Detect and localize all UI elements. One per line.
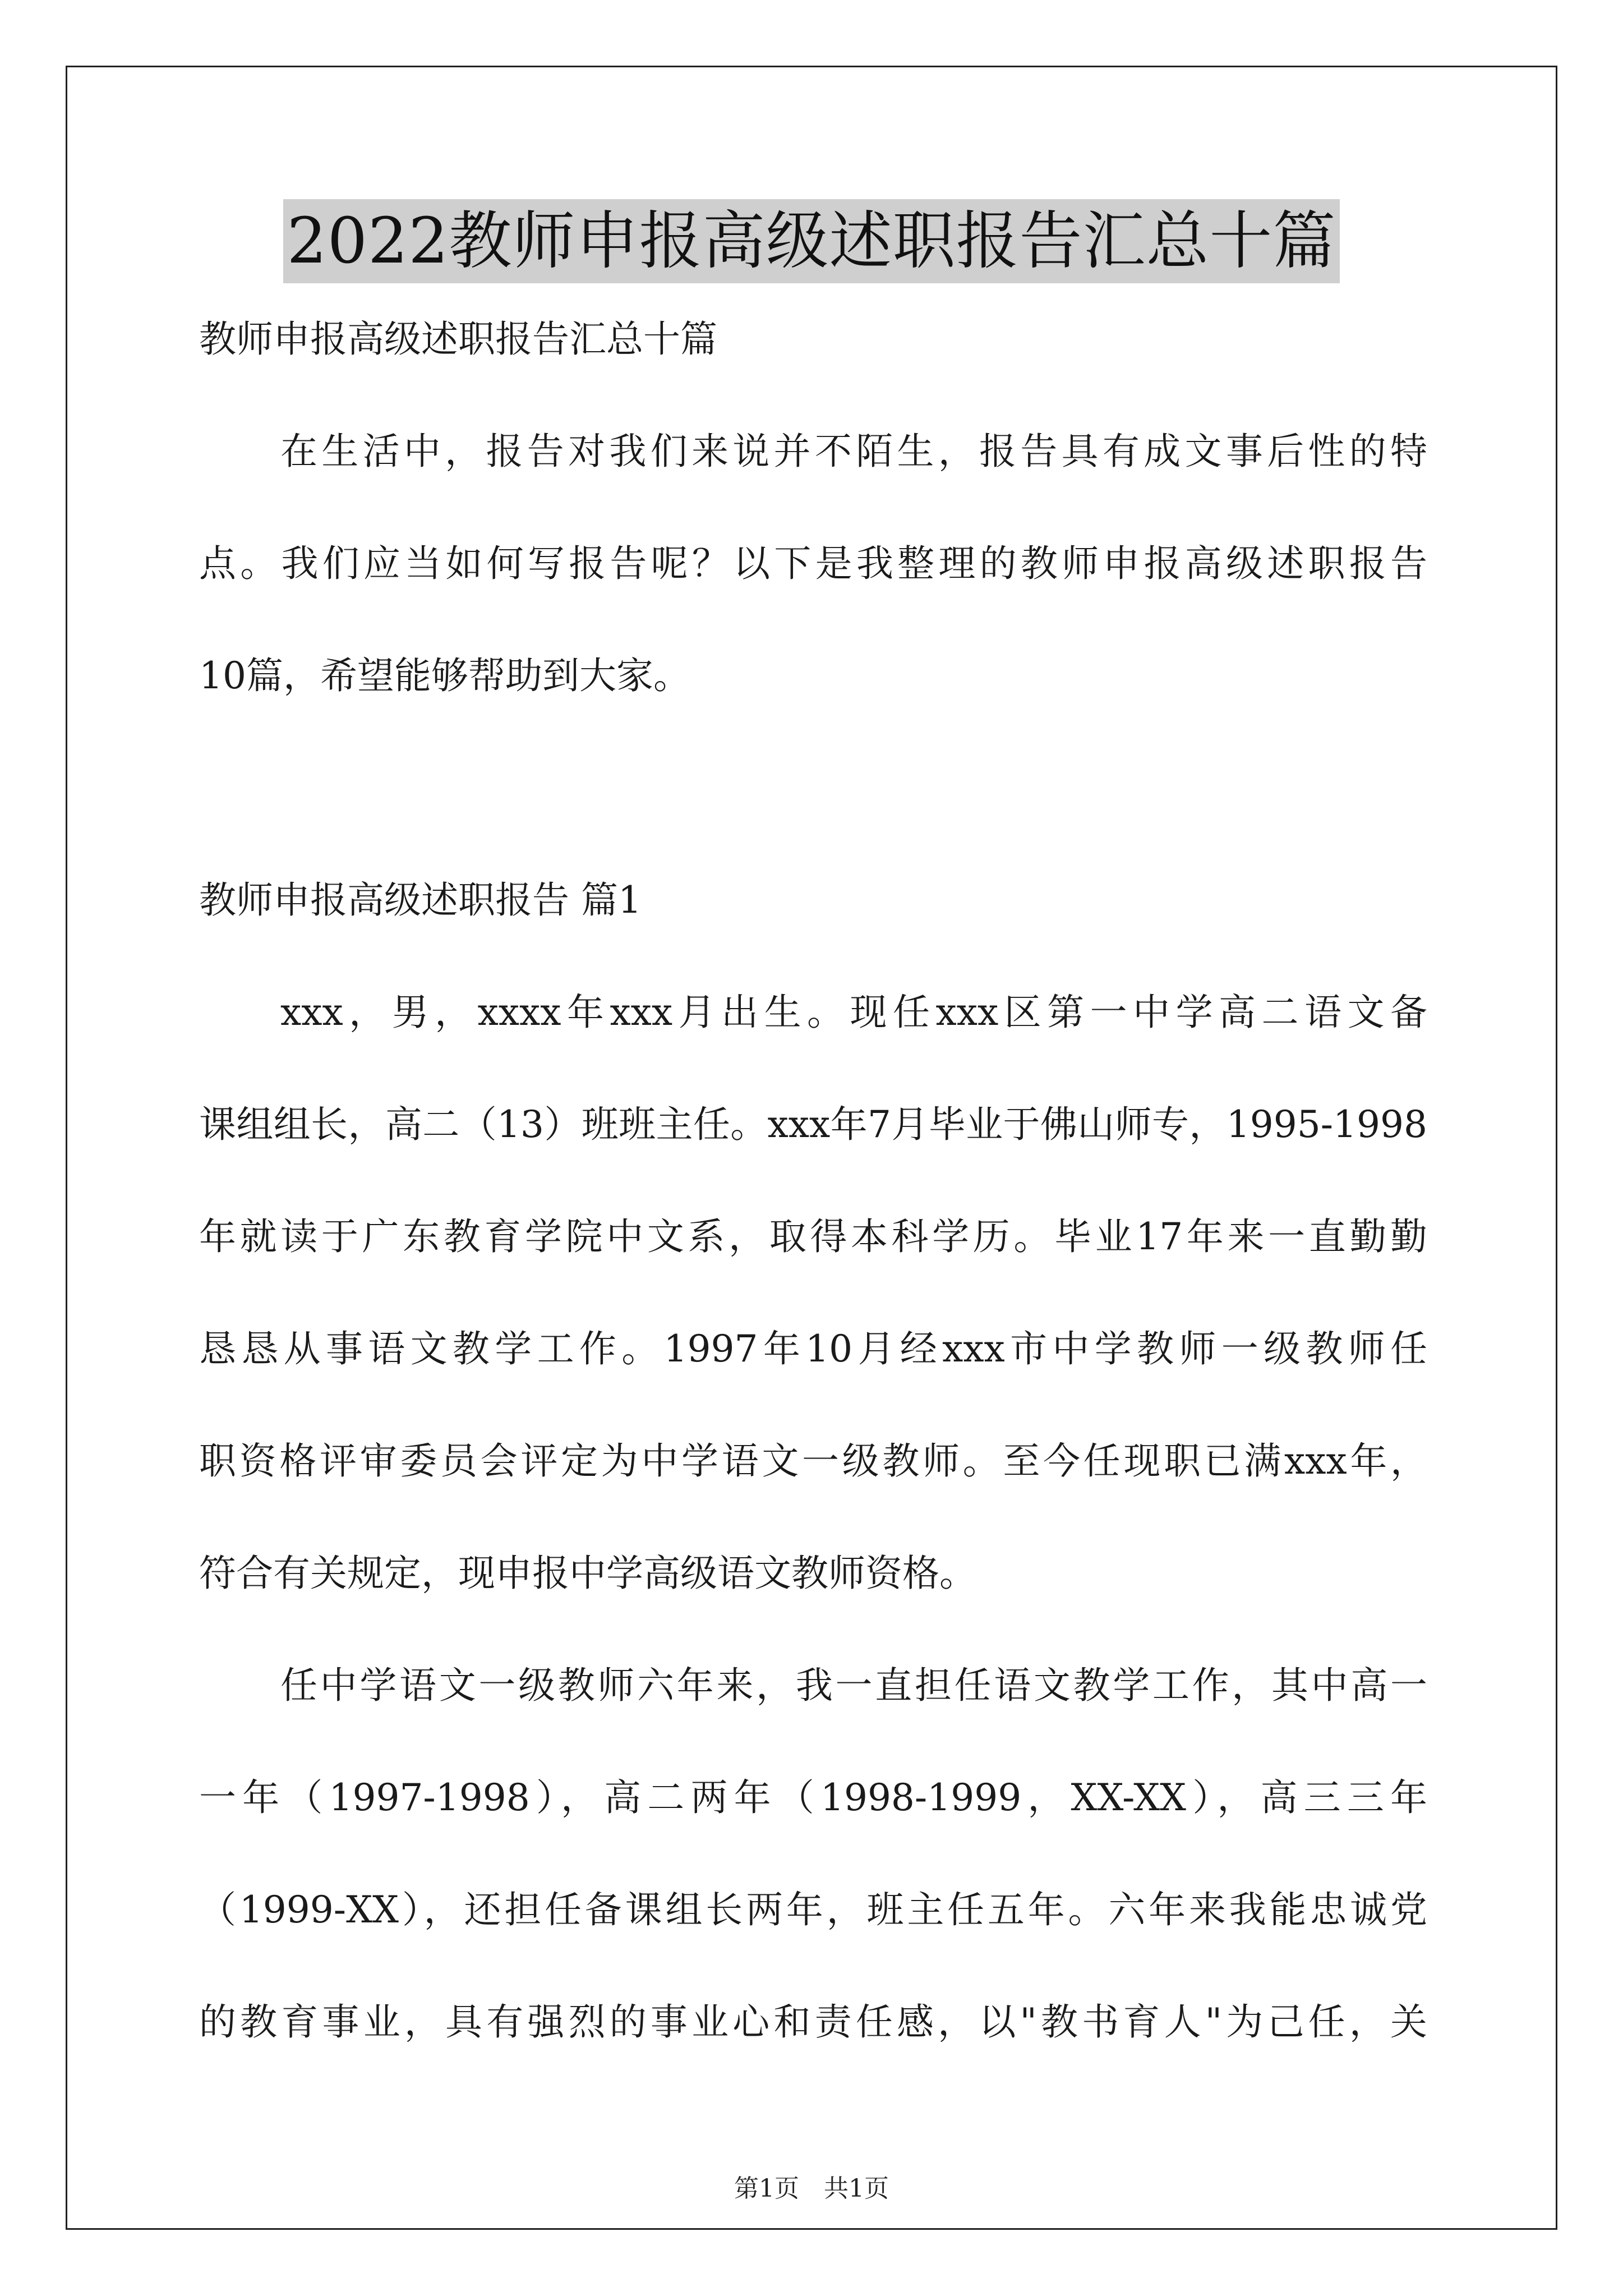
intro-line: 在生活中，报告对我们来说并不陌生，报告具有成文事后性的特 — [280, 430, 1427, 473]
document-title: 2022教师申报高级述职报告汇总十篇 — [283, 199, 1339, 283]
paragraph-line: 年就读于广东教育学院中文系，取得本科学历。毕业17年来一直勤勤 — [199, 1215, 1427, 1258]
paragraph-line: 职资格评审委员会评定为中学语文一级教师。至今任现职已满xxx年， — [199, 1439, 1427, 1483]
paragraph-line: （1999-XX），还担任备课组长两年，班主任五年。六年来我能忠诚党 — [199, 1888, 1427, 1931]
page-number: 第1页 — [734, 2174, 799, 2203]
paragraph-line: 任中学语文一级教师六年来，我一直担任语文教学工作，其中高一 — [280, 1664, 1427, 1707]
section-spacer — [199, 763, 1427, 875]
page-total: 共1页 — [824, 2174, 889, 2203]
paragraph-line: 课组组长，高二（13）班班主任。xxx年7月毕业于佛山师专，1995-1998 — [199, 1103, 1427, 1146]
intro-line: 10篇，希望能够帮助到大家。 — [199, 654, 690, 697]
document-subtitle: 教师申报高级述职报告汇总十篇 — [199, 318, 717, 361]
paragraph-line: 符合有关规定，现申报中学高级语文教师资格。 — [199, 1552, 976, 1595]
paragraph-line: 一年（1997-1998），高二两年（1998-1999，XX-XX），高三三年 — [199, 1776, 1427, 1819]
paragraph-line: xxx，男，xxxx年xxx月出生。现任xxx区第一中学高二语文备 — [280, 991, 1427, 1034]
document-body — [199, 314, 1427, 2109]
paragraph-line: 的教育事业，具有强烈的事业心和责任感，以"教书育人"为己任，关 — [199, 2000, 1427, 2044]
page-footer — [0, 2172, 1623, 2206]
intro-line: 点。我们应当如何写报告呢？以下是我整理的教师申报高级述职报告 — [199, 542, 1427, 585]
section-heading: 教师申报高级述职报告 篇1 — [199, 878, 642, 922]
title-block — [0, 199, 1623, 283]
paragraph-line: 恳恳从事语文教学工作。1997年10月经xxx市中学教师一级教师任 — [199, 1327, 1427, 1370]
